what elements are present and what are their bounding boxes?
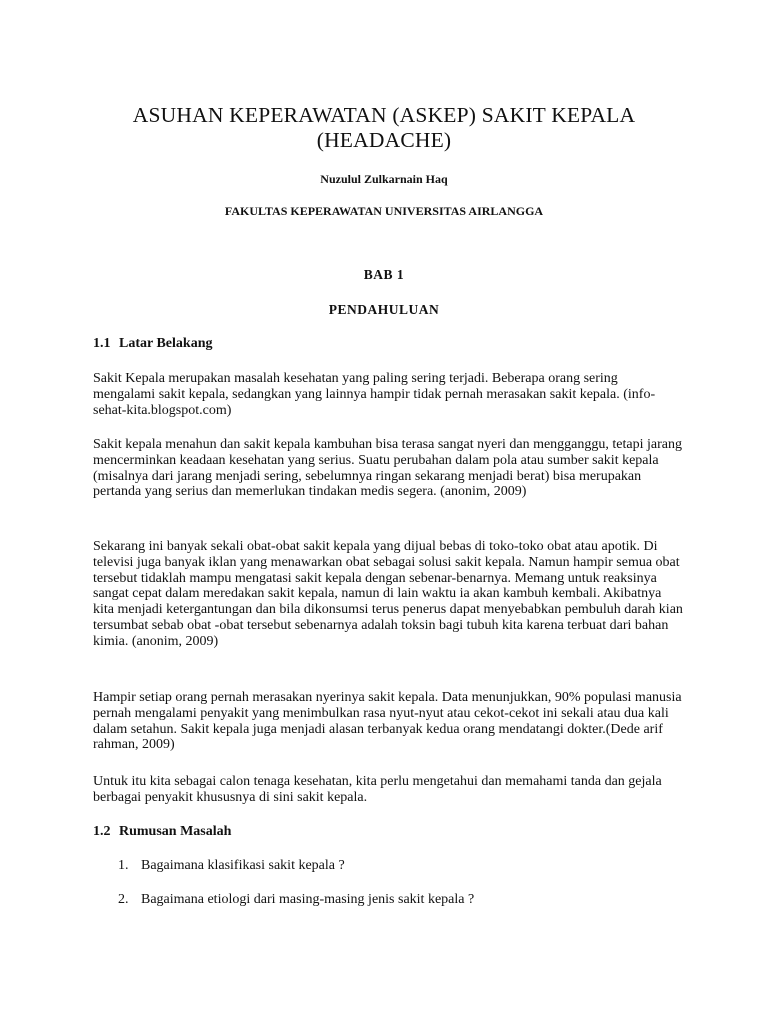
section-title: Latar Belakang <box>119 336 213 351</box>
chapter-title: PENDAHULUAN <box>328 302 440 317</box>
paragraph: Sekarang ini banyak sekali obat-obat sakit kepala yang dijual bebas di toko-toko obat atau apotik. Di televisi juga banyak iklan yang menawarkan obat sebagai solusi sakit kepala. Namun hampir semua obat tersebut tidaklah mampu mengatasi sakit kepala dengan sebenar-benarnya. Memang untuk reaksinya sangat cepat dalam meredakan sakit kepala, namun di lain waktu ia akan kambuh kembali. Akibatnya kita menjadi ketergantungan dan bila dikonsumsi terus penerus dapat menyebabkan pembuluh darah kian tersumbat sebab obat -obat tersebut sebenarnya adalah toksin bagi tubuh kita karena terbuat dari bahan kimia. (anonim, 2009) <box>93 539 683 649</box>
list-number: 2. <box>118 892 129 907</box>
author-name: Nuzulul Zulkarnain Haq <box>320 172 448 186</box>
document-title: ASUHAN KEPERAWATAN (ASKEP) SAKIT KEPALA (HEADACHE) <box>132 103 636 152</box>
section-number: 1.1 <box>93 336 111 351</box>
paragraph: Sakit kepala menahun dan sakit kepala kambuhan bisa terasa sangat nyeri dan mengganggu, tetapi jarang mencerminkan keadaan kesehatan yang serius. Suatu perubahan dalam pola atau sumber sakit kepala (misalnya dari jarang menjadi sering, sebelumnya ringan sekarang menjadi berat) bisa merupakan pertanda yang serius dan memerlukan tindakan medis segera. (anonim, 2009) <box>93 437 682 500</box>
paragraph: Untuk itu kita sebagai calon tenaga kesehatan, kita perlu mengetahui dan memahami tanda dan gejala berbagai penyakit khususnya di sini sakit kepala. <box>93 774 662 805</box>
section-heading-rumusan-masalah <box>93 824 231 840</box>
list-text: Bagaimana klasifikasi sakit kepala ? <box>141 858 345 873</box>
section-title: Rumusan Masalah <box>119 824 232 839</box>
list-item <box>118 858 345 874</box>
faculty-name: FAKULTAS KEPERAWATAN UNIVERSITAS AIRLANGGA <box>224 204 544 218</box>
section-number: 1.2 <box>93 824 111 839</box>
list-number: 1. <box>118 858 129 873</box>
list-item <box>118 892 474 908</box>
paragraph: Hampir setiap orang pernah merasakan nyerinya sakit kepala. Data menunjukkan, 90% populasi manusia pernah mengalami penyakit yang menimbulkan rasa nyut-nyut atau cekot-cekot ini sekali atau dua kali dalam setahun. Sakit kepala juga menjadi alasan terbanyak kedua orang mendatangi dokter.(Dede arif rahman, 2009) <box>93 690 682 753</box>
chapter-number: BAB 1 <box>363 267 405 282</box>
section-heading-latar-belakang <box>93 336 212 352</box>
paragraph: Sakit Kepala merupakan masalah kesehatan yang paling sering terjadi. Beberapa orang sering mengalami sakit kepala, sedangkan yang lainnya hampir tidak pernah merasakan sakit kepala. (info-sehat-kita.blogspot.com) <box>93 371 656 418</box>
list-text: Bagaimana etiologi dari masing-masing jenis sakit kepala ? <box>141 892 475 907</box>
